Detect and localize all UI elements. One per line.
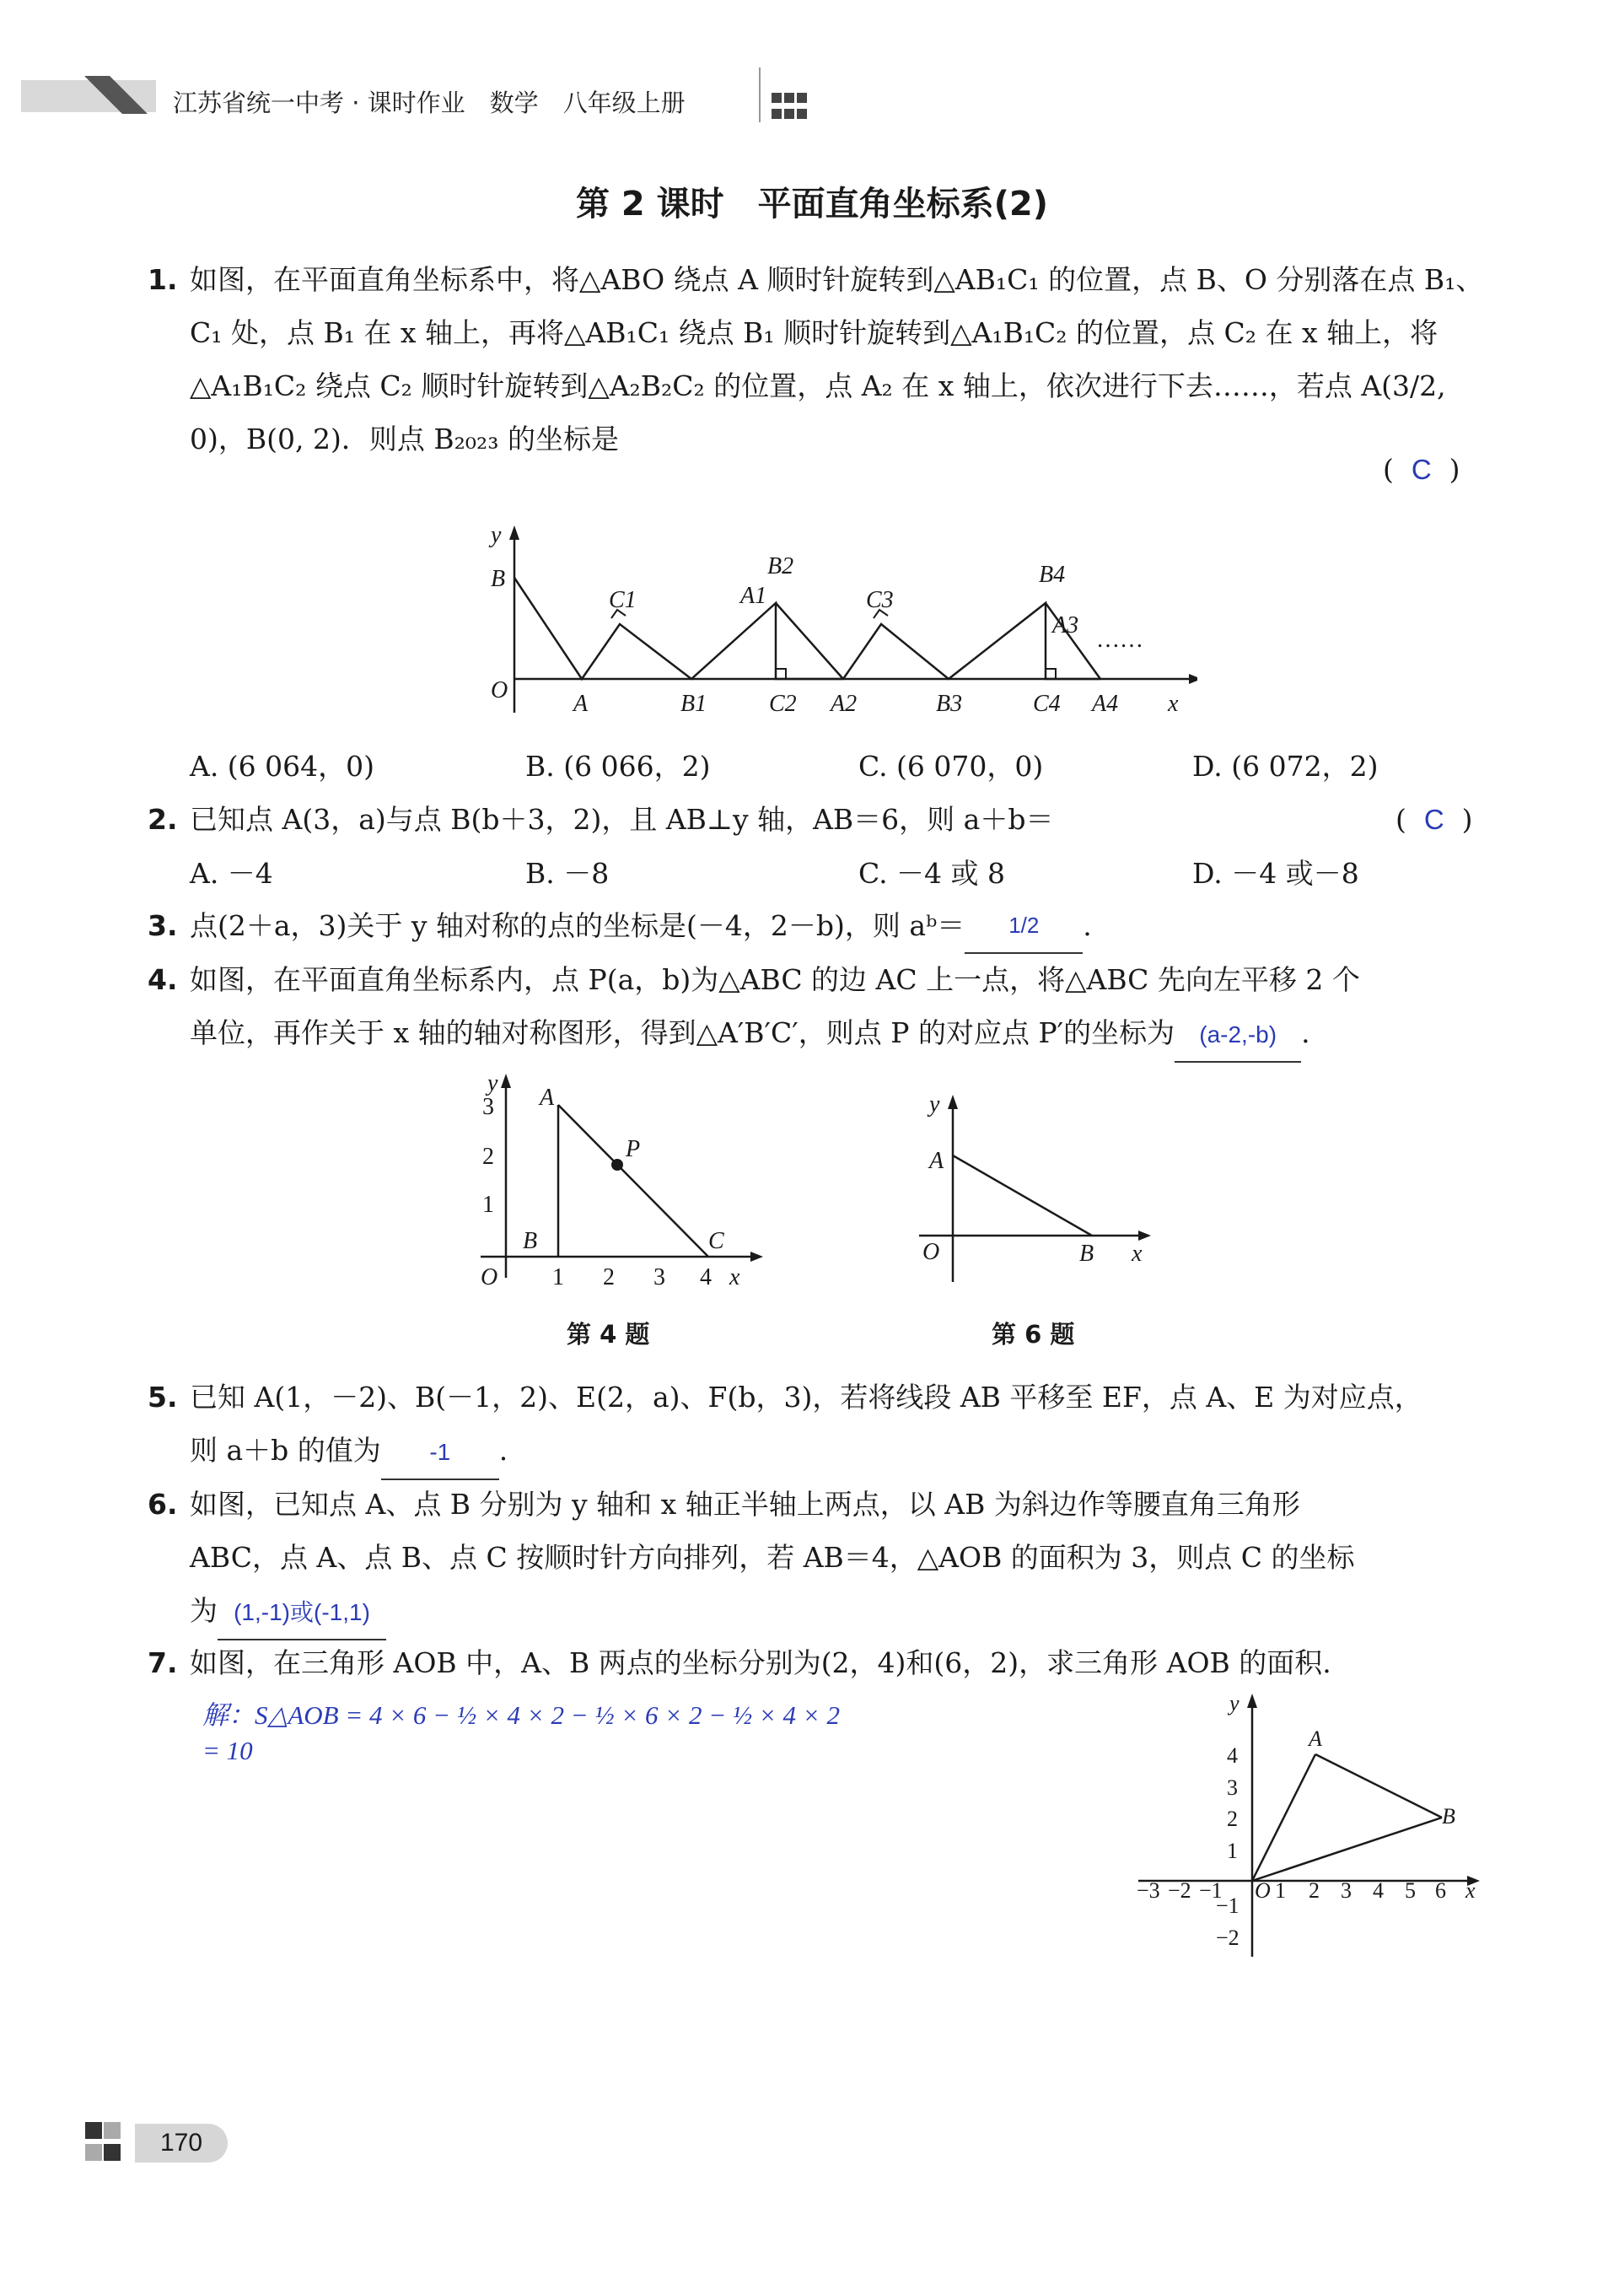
question-text: 如图，在平面直角坐标系中，将△ABO 绕点 A 顺时针旋转到△AB₁C₁ 的位置，点 B、O 分别落在点 B₁、C₁ 处，点 B₁ 在 x 轴上，再将△AB₁C₁ 绕点 B₁ 顺时针旋转到△A₁B₁C₂ 的位置，点 C₂ 在 x 轴上，将△A₁B₁C₂ 绕点 C₂ 顺时针旋转到△A₂B₂C₂ 的位置，点 A₂ 在 x 轴上，依次进行下去……，若点 A(3/2, 0)，B(0, 2)．则点 B₂₀₂₃ 的坐标是 [190, 263, 1484, 455]
q2-option-c: C. －4 或 8 [858, 857, 1006, 890]
fig4-label: 4 [700, 1264, 712, 1290]
q1-answer: C [1411, 454, 1432, 485]
header-title: 江苏省统一中考 · 课时作业 数学 八年级上册 [173, 89, 686, 117]
question-number: 5. [148, 1381, 178, 1414]
fig1-label: C1 [609, 587, 637, 613]
fig1-label: x [1168, 691, 1179, 717]
fig6-label: A [929, 1148, 944, 1174]
question-text: 点(2＋a，3)关于 y 轴对称的点的坐标是(－4，2－b)，则 aᵇ＝ [190, 909, 965, 942]
question-5: 5. 已知 A(1，－2)、B(－1，2)、E(2，a)、F(b，3)，若将线段 AB 平移至 EF，点 A、E 为对应点， 则 a＋b 的值为 -1 . [148, 1371, 1497, 1480]
footer-grid-icon [84, 2121, 125, 2165]
question-number: 6. [148, 1488, 178, 1521]
fig4-label: y [487, 1070, 498, 1096]
question-7 [148, 1636, 1497, 1689]
figure-q4 [472, 1067, 776, 1295]
q2-answer-paren: ( C ) [1395, 803, 1473, 836]
point-p [611, 1159, 623, 1171]
header-separator [759, 67, 761, 122]
fig4-label: 2 [482, 1144, 494, 1170]
fig7-label: 5 [1405, 1878, 1416, 1903]
question-text: 单位，再作关于 x 轴的轴对称图形，得到△A′B′C′，则点 P 的对应点 P′的坐标为 [190, 1016, 1175, 1049]
figure-q7 [1121, 1687, 1492, 1965]
fig7-label: A [1309, 1726, 1322, 1751]
fig1-label: B [491, 566, 506, 592]
question-6 [148, 1478, 1497, 1640]
fig7-label: −3 [1137, 1878, 1160, 1903]
fig1-label: …… [1096, 627, 1143, 653]
figure-4-caption: 第 4 题 [567, 1320, 650, 1349]
fig7-label: B [1442, 1804, 1455, 1829]
fig7-label: −2 [1168, 1878, 1191, 1903]
question-text: 已知 A(1，－2)、B(－1，2)、E(2，a)、F(b，3)，若将线段 AB 平移至 EF，点 A、E 为对应点， [190, 1381, 1422, 1414]
fig1-label: C2 [769, 691, 797, 717]
q2-option-a: A. －4 [190, 857, 273, 890]
fig1-label: O [491, 677, 508, 703]
figure-q6 [911, 1088, 1197, 1290]
fig7-label: −1 [1199, 1878, 1223, 1903]
fig7-label: 3 [1227, 1775, 1238, 1800]
question-text: 为 [190, 1594, 218, 1627]
q1-option-b: B. (6 066，2) [525, 750, 711, 783]
question-number: 7. [148, 1646, 178, 1679]
fig4-label: C [708, 1228, 724, 1254]
fig4-label: 1 [482, 1192, 494, 1218]
fig1-label: A3 [1052, 612, 1079, 638]
q4-answer: (a-2,-b) [1175, 1008, 1301, 1063]
page-title: 第 2 课时 平面直角坐标系(2) [575, 185, 1049, 224]
q2-option-b: B. －8 [525, 857, 610, 890]
fig1-label: A4 [1092, 691, 1119, 717]
fig7-label: 1 [1275, 1878, 1286, 1903]
question-text: 如图，在平面直角坐标系内，点 P(a，b)为△ABC 的边 AC 上一点，将△ABC 先向左平移 2 个 [190, 963, 1360, 996]
fig1-label: B4 [1039, 562, 1066, 588]
fig4-label: 2 [603, 1264, 615, 1290]
rotating-triangle-chain [514, 578, 1100, 679]
q2-option-d: D. －4 或－8 [1192, 857, 1359, 890]
fig7-label: −1 [1216, 1893, 1240, 1918]
fig1-label: B2 [767, 553, 794, 579]
q2-answer: C [1423, 804, 1444, 835]
question-1 [148, 253, 1497, 466]
fig4-label: 3 [482, 1094, 494, 1120]
q1-option-a: A. (6 064，0) [190, 750, 375, 783]
q1-option-d: D. (6 072，2) [1192, 750, 1379, 783]
fig6-label: y [929, 1091, 940, 1118]
question-number: 1. [148, 263, 178, 296]
fig1-label: C3 [866, 587, 894, 613]
fig6-label: x [1132, 1241, 1143, 1267]
fig4-label: x [729, 1264, 740, 1290]
fig4-label: A [540, 1085, 555, 1111]
fig1-label: A2 [831, 691, 858, 717]
fig7-label: O [1255, 1878, 1271, 1903]
fig7-label: −2 [1216, 1926, 1240, 1950]
fig1-label: C4 [1033, 691, 1061, 717]
fig1-label: y [491, 522, 502, 548]
q1-answer-paren: ( C ) [1383, 453, 1460, 486]
fig7-label: 2 [1309, 1878, 1320, 1903]
q7-solution-line2: = 10 [202, 1736, 253, 1765]
q7-solution-line1: 解：S△AOB = 4 × 6 − ½ × 4 × 2 − ½ × 6 × 2 − ½ × 4 × 2 [202, 1700, 840, 1730]
fig7-label: 1 [1227, 1839, 1238, 1863]
fig7-label: 6 [1435, 1878, 1446, 1903]
fig7-label: 4 [1373, 1878, 1384, 1903]
fig1-label: A [573, 691, 589, 717]
fig6-label: O [922, 1239, 940, 1265]
question-number: 3. [148, 909, 178, 942]
question-text: 如图，在三角形 AOB 中，A、B 两点的坐标分别为(2，4)和(6，2)，求三角形 AOB 的面积. [190, 1646, 1331, 1679]
fig7-label: 2 [1227, 1807, 1238, 1831]
fig4-label: P [626, 1136, 641, 1162]
fig4-label: B [523, 1228, 538, 1254]
header-slash-decoration [84, 67, 152, 118]
fig1-label: B1 [680, 691, 707, 717]
q1-option-c: C. (6 070，0) [858, 750, 1044, 783]
fig1-label: A1 [740, 583, 767, 609]
fig7-label: 3 [1341, 1878, 1352, 1903]
figure-q1 [472, 519, 1197, 721]
page-number: 170 [135, 2124, 228, 2163]
q5-answer: -1 [381, 1425, 499, 1480]
fig7-label: 4 [1227, 1743, 1238, 1768]
question-text: 已知点 A(3，a)与点 B(b＋3，2)，且 AB⊥y 轴，AB＝6，则 a＋b＝ [190, 803, 1054, 836]
fig1-label: B3 [936, 691, 963, 717]
fig4-label: O [481, 1264, 498, 1290]
question-text: 则 a＋b 的值为 [190, 1434, 381, 1467]
fig4-label: 1 [552, 1264, 564, 1290]
fig7-label: y [1229, 1691, 1240, 1716]
header-grid-icon [772, 90, 809, 122]
q3-answer: 1/2 [965, 899, 1083, 954]
q6-answer: (1,-1)或(-1,1) [218, 1586, 386, 1640]
question-text: 如图，已知点 A、点 B 分别为 y 轴和 x 轴正半轴上两点，以 AB 为斜边作等腰直角三角形 [190, 1488, 1300, 1521]
fig4-label: 3 [653, 1264, 665, 1290]
fig6-label: B [1079, 1241, 1094, 1267]
question-number: 4. [148, 963, 178, 996]
question-3: 3. 点(2＋a，3)关于 y 轴对称的点的坐标是(－4，2－b)，则 aᵇ＝ 1/2 . [148, 899, 1497, 954]
question-2 [148, 793, 1497, 846]
fig7-label: x [1465, 1878, 1476, 1903]
figure-6-caption: 第 6 题 [992, 1320, 1075, 1349]
question-4: 4. 如图，在平面直角坐标系内，点 P(a，b)为△ABC 的边 AC 上一点，将△ABC 先向左平移 2 个 单位，再作关于 x 轴的轴对称图形，得到△A′B′C′，则点 P 的对应点 P′的坐标为 (a-2,-b) . [148, 953, 1497, 1063]
question-text: ABC，点 A、点 B、点 C 按顺时针方向排列，若 AB＝4，△AOB 的面积为 3，则点 C 的坐标 [190, 1541, 1355, 1574]
question-number: 2. [148, 803, 178, 836]
